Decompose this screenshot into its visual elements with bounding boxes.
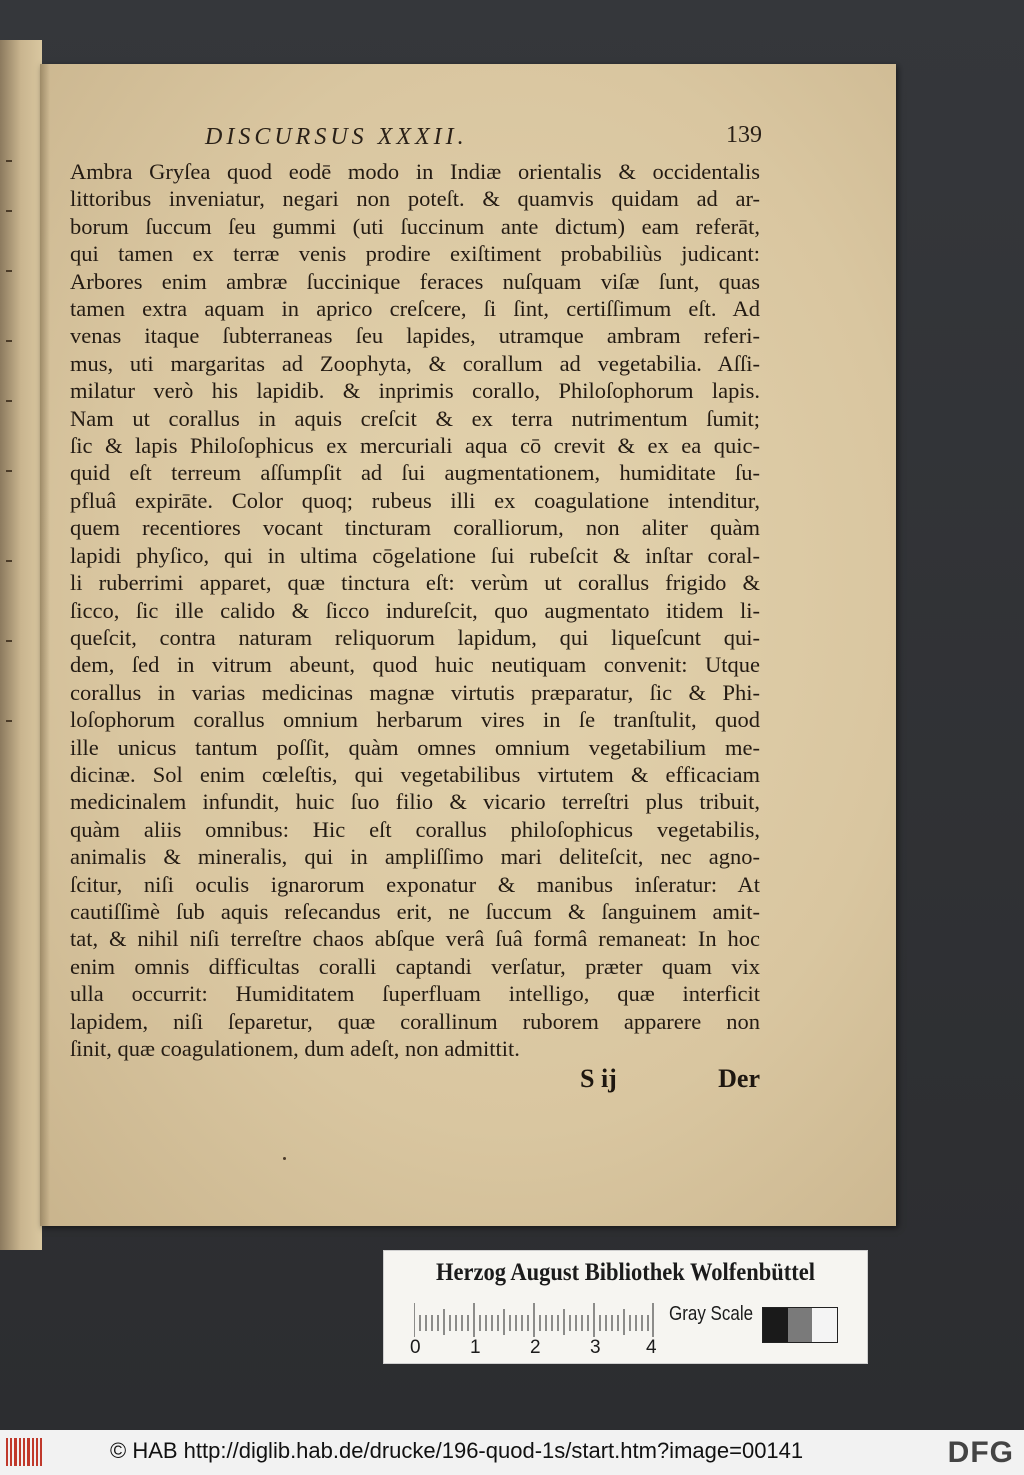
barcode-icon: [6, 1438, 46, 1466]
text-line: ulla occurrit: Humiditatem ſuperfluam intelligo, quæ interficit: [70, 981, 760, 1007]
text-line: corallus in varias medicinas magnæ virtutis præparatur, ſic & Phi-: [70, 679, 760, 705]
text-line: ille unicus tantum poſſit, quàm omnes omnium vegetabilium me-: [70, 734, 760, 760]
text-line: lapidi phyſico, qui in ultima cōgelatione ſui rubeſcit & inſtar coral-: [70, 542, 760, 568]
source-link[interactable]: © HAB http://diglib.hab.de/drucke/196-quod-1s/start.htm?image=00141: [110, 1438, 804, 1463]
gray-scale-swatches: [762, 1307, 838, 1343]
page-number: 139: [726, 122, 762, 148]
previous-page-edge: [0, 40, 42, 1250]
text-line: quàm aliis omnibus: Hic eſt corallus philoſophicus vegetabilis,: [70, 816, 760, 842]
ruler-numbers: [406, 1337, 666, 1359]
dfg-logo: DFG: [947, 1436, 1014, 1469]
text-line: medicinalem infundit, huic ſuo filio & vicario terreſtri plus tribuit,: [70, 789, 760, 815]
library-title: Herzog August Bibliothek Wolfenbüttel: [435, 1259, 815, 1286]
text-line: loſophorum corallus omnium herbarum vires in ſe tranſtulit, quod: [70, 707, 760, 733]
page-gutter-shadow: [40, 64, 50, 1226]
text-line: pfluâ expirāte. Color quoq; rubeus illi ex coagulatione intenditur,: [70, 487, 760, 513]
ruler-scale: [414, 1301, 654, 1339]
text-line: borum ſuccum ſeu gummi (uti ſuccinum ante dictum) eam referāt,: [70, 213, 760, 239]
text-line: animalis & mineralis, qui in ampliſſimo mari deliteſcit, nec agno-: [70, 844, 760, 870]
text-line: Ambra Gryſea quod eodē modo in Indiæ orientalis & occidentalis: [70, 159, 760, 184]
library-color-target: [383, 1250, 868, 1364]
text-line: venas itaque ſubterraneas ſeu lapides, utramque ambram referi-: [70, 323, 760, 349]
text-line: enim omnis difficultas coralli captandi verſatur, præter quam vix: [70, 953, 760, 979]
book-page: [40, 64, 896, 1226]
body-text: [70, 158, 760, 1062]
text-line: dicinæ. Sol enim cœleſtis, qui vegetabilibus virtutem & efficaciam: [70, 761, 760, 787]
paper-speck: [283, 1157, 286, 1160]
catchword: Der: [718, 1064, 760, 1093]
text-line: tat, & nihil niſi terreſtre chaos abſque verâ ſuâ formâ remaneat: In hoc: [70, 926, 760, 952]
ruler-number: 4: [646, 1337, 657, 1358]
text-line: ſinit, quæ coagulationem, dum adeſt, non admittit.: [70, 1036, 520, 1061]
ruler-number: 2: [530, 1337, 541, 1358]
text-line: Arbores enim ambræ ſuccinique feraces nuſquam viſæ ſunt, quas: [70, 268, 760, 294]
ruler-number: 0: [410, 1337, 421, 1358]
signature-mark: S ij: [580, 1064, 617, 1093]
swatch-black: [763, 1308, 788, 1342]
ruler-number: 3: [590, 1337, 601, 1358]
text-line: milatur verò his lapidib. & inprimis corallo, Philoſophorum lapis.: [70, 378, 760, 404]
text-line: Nam ut corallus in aquis creſcit & ex terra nutrimentum ſumit;: [70, 405, 760, 431]
text-line: lapidem, niſi ſeparetur, quæ corallinum ruborem apparere non: [70, 1008, 760, 1034]
text-line: tamen extra aquam in aprico creſcere, ſi ſint, certiſſimum eſt. Ad: [70, 296, 760, 322]
ruler-number: 1: [470, 1337, 481, 1358]
viewer-footer: [0, 1430, 1024, 1475]
text-line: ſcitur, niſi oculis ignarorum exponatur & manibus inſeratur: At: [70, 871, 760, 897]
swatch-gray: [788, 1308, 813, 1342]
text-line: littoribus inveniatur, negari non poteſt. & quamvis quidam ad ar-: [70, 186, 760, 212]
text-line: ſicco, ſic ille calido & ſicco indureſcit, quo augmentato itidem li-: [70, 597, 760, 623]
text-line: qui tamen ex terræ venis prodire exiſtiment probabiliùs judicant:: [70, 241, 760, 267]
text-line: ſic & lapis Philoſophicus ex mercuriali aqua cō crevit & ex ea quic-: [70, 433, 760, 459]
text-line: dem, ſed in vitrum abeunt, quod huic neutiquam convenit: Utque: [70, 652, 760, 678]
text-line: li ruberrimi apparet, quæ tinctura eſt: verùm ut corallus frigido &: [70, 570, 760, 596]
running-head: DISCURSUS XXXII.: [205, 124, 468, 150]
text-line: quem recentiores vocant tincturam coralliorum, non aliter quàm: [70, 515, 760, 541]
swatch-white: [812, 1308, 837, 1342]
text-line: queſcit, contra naturam reliquorum lapidum, qui liqueſcunt qui-: [70, 624, 760, 650]
text-line: quid eſt terreum aſſumpſit ad ſui augmentationem, humiditate ſu-: [70, 460, 760, 486]
gray-scale-label: Gray Scale: [669, 1303, 754, 1325]
text-line: mus, uti margaritas ad Zoophyta, & corallum ad vegetabilia. Aſſi-: [70, 350, 760, 376]
text-line: cautiſſimè ſub aquis reſecandus erit, ne ſuccum & ſanguinem amit-: [70, 898, 760, 924]
